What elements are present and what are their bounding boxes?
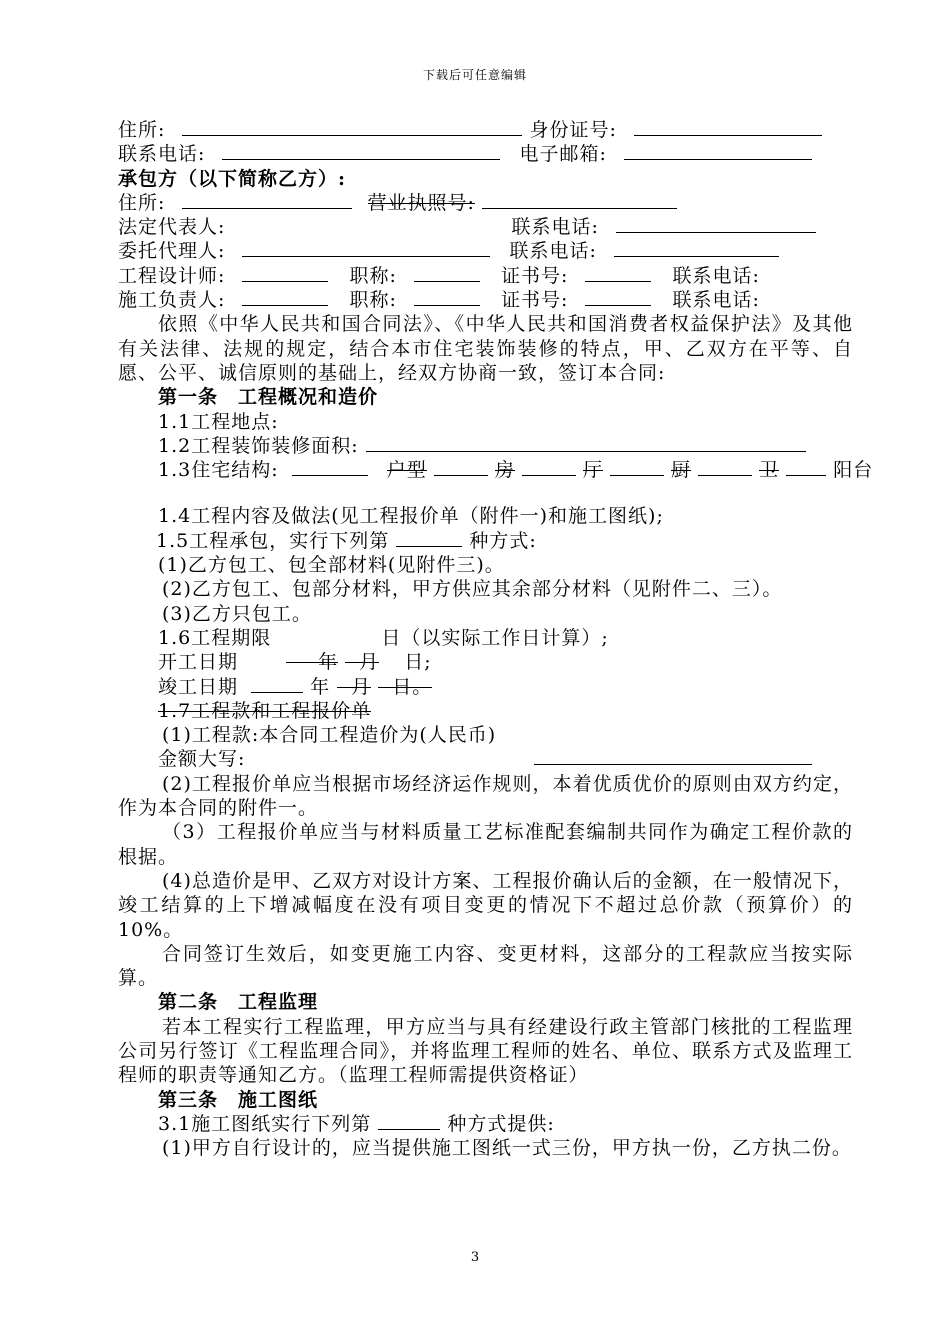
clause-1-3	[118, 458, 874, 482]
phone-label: 联系电话:	[672, 289, 760, 312]
price-line-3: （3）工程报价单应当与材料质量工艺标准配套编制共同作为确定工程价款的根据。	[118, 821, 853, 868]
page-header: 下载后可任意编辑	[422, 68, 527, 82]
address-field[interactable]	[182, 118, 522, 136]
address-field[interactable]	[182, 191, 352, 209]
address-label: 住所:	[118, 119, 166, 141]
month-label: 月	[345, 650, 379, 674]
day-label: 日;	[404, 651, 432, 674]
article-3-title: 第三条 施工图纸	[158, 1088, 319, 1111]
clause-1-1	[118, 410, 853, 434]
cert-field[interactable]	[585, 264, 651, 282]
option-2: (2)乙方包工、包部分材料，甲方供应其余部分材料（见附件二、三）。	[162, 578, 783, 601]
email-label: 电子邮箱:	[519, 143, 607, 166]
price-line-2: (2)工程报价单应当根据市场经济运作规则，本着优质优价的原则由双方约定，作为本合同的附件一。	[118, 772, 853, 820]
agent-row	[118, 239, 853, 263]
clause-1-6	[118, 626, 853, 650]
clause-3-1	[118, 1112, 853, 1136]
article-3-option-1: (1)甲方自行设计的，应当提供施工图纸一式三份，甲方执一份，乙方执二份。	[162, 1137, 852, 1160]
party-a-address-row	[118, 118, 853, 142]
title-label: 职称:	[349, 264, 397, 287]
balcony-label: 阳台	[833, 459, 874, 482]
clause-1-2	[118, 434, 853, 458]
cert-label: 证书号:	[501, 289, 569, 312]
party-b-heading: 承包方（以下简称乙方）:	[118, 167, 347, 190]
end-date-row	[118, 675, 853, 699]
structure-field[interactable]	[292, 458, 368, 476]
amount-row	[118, 747, 853, 771]
clause-1-2-label: 1.2工程装饰装修面积:	[158, 434, 359, 457]
phone-label: 联系电话:	[672, 264, 760, 287]
price-line-1: (1)工程款:本合同工程造价为(人民币)	[162, 724, 497, 747]
cert-field[interactable]	[585, 288, 651, 306]
id-label: 身份证号:	[529, 119, 617, 141]
clause-1-7-title: 1.7工程款和工程报价单	[158, 699, 372, 722]
amount-label: 金额大写:	[158, 748, 246, 771]
end-date-label: 竣工日期	[158, 675, 239, 698]
clause-1-6-pre: 1.6工程期限	[158, 626, 272, 649]
drawing-method-field[interactable]	[378, 1112, 440, 1130]
method-choice-field[interactable]	[396, 529, 462, 547]
id-field[interactable]	[634, 118, 822, 136]
phone-field[interactable]	[616, 215, 816, 233]
article-2-title: 第二条 工程监理	[158, 991, 319, 1014]
year-label: 年	[286, 650, 338, 674]
license-field[interactable]	[482, 191, 677, 209]
option-1: (1)乙方包工、包全部材料(见附件三)。	[158, 554, 505, 577]
phone-label: 联系电话:	[118, 143, 206, 166]
legal-rep-row	[118, 215, 853, 239]
clause-1-4: 1.4工程内容及做法(见工程报价单（附件一)和施工图纸);	[158, 505, 664, 528]
hall-label: 厅	[582, 459, 603, 482]
month-label: 月	[337, 675, 371, 699]
clause-1-6-post: 日（以实际工作日计算）;	[381, 626, 609, 649]
price-line-4: (4)总造价是甲、乙双方对设计方案、工程报价确认后的金额，在一般情况下，竣工结算的上下增减幅度在没有项目变更的情况下不超过总价款（预算价）的10%。	[118, 869, 853, 941]
address-label: 住所:	[118, 191, 166, 214]
structure-label: 1.3住宅结构:	[158, 459, 279, 482]
year-label: 年	[310, 675, 331, 698]
room-count-field[interactable]	[434, 458, 488, 476]
phone-label: 联系电话:	[509, 240, 597, 263]
clause-1-7	[118, 699, 853, 723]
construction-lead-row	[118, 288, 853, 312]
end-year-field[interactable]	[251, 681, 303, 693]
clause-1-5-post: 种方式:	[469, 529, 537, 552]
title-field[interactable]	[414, 264, 480, 282]
article-2-text: 若本工程实行工程监理，甲方应当与具有经建设行政主管部门核批的工程监理公司另行签订《工程监理合同》，并将监理工程师的姓名、单位、联系方式及监理工程师的职责等通知乙方。（监理工程师需提供资格证）	[118, 1015, 853, 1087]
party-b-address-row	[118, 191, 853, 215]
price-line-5: 合同签订生效后，如变更施工内容、变更材料，这部分的工程款应当按实际算。	[118, 942, 853, 990]
hall-count-field[interactable]	[522, 458, 576, 476]
agent-label: 委托代理人:	[118, 240, 226, 263]
title-label: 职称:	[349, 289, 397, 312]
clause-1-1-label: 1.1工程地点:	[158, 410, 279, 433]
designer-row	[118, 264, 853, 288]
page-number: 3	[470, 1250, 480, 1265]
room-label: 房	[494, 459, 515, 482]
bath-count-field[interactable]	[698, 458, 752, 476]
kitchen-count-field[interactable]	[610, 458, 664, 476]
construction-lead-field[interactable]	[242, 288, 328, 306]
bath-label: 卫	[759, 459, 780, 482]
amount-field[interactable]	[534, 747, 812, 765]
clause-1-5-pre: 1.5工程承包，实行下列第	[156, 529, 390, 552]
start-date-row	[118, 650, 853, 674]
legal-rep-label: 法定代表人:	[118, 216, 226, 239]
party-a-phone-row	[118, 142, 853, 166]
phone-label: 联系电话:	[511, 216, 599, 239]
designer-label: 工程设计师:	[118, 264, 226, 287]
agent-field[interactable]	[242, 239, 490, 257]
license-label: 营业执照号:	[367, 191, 475, 214]
phone-field[interactable]	[614, 239, 779, 257]
contract-body	[118, 118, 874, 1160]
type-label: 户型	[386, 459, 427, 482]
area-field[interactable]	[366, 434, 806, 452]
article-1-title: 第一条 工程概况和造价	[158, 386, 379, 409]
title-field[interactable]	[414, 288, 480, 306]
balcony-count-field[interactable]	[786, 458, 826, 476]
designer-field[interactable]	[242, 264, 328, 282]
clause-1-5	[118, 529, 853, 553]
cert-label: 证书号:	[501, 264, 569, 287]
email-field[interactable]	[624, 142, 812, 160]
construction-lead-label: 施工负责人:	[118, 289, 226, 312]
kitchen-label: 厨	[671, 459, 692, 482]
clause-3-1-pre: 3.1施工图纸实行下列第	[158, 1112, 372, 1135]
phone-field[interactable]	[222, 142, 500, 160]
start-date-label: 开工日期	[158, 651, 239, 674]
option-3: (3)乙方只包工。	[162, 602, 312, 625]
day-label: 日。	[378, 675, 432, 699]
preamble: 依照《中华人民共和国合同法》、《中华人民共和国消费者权益保护法》及其他有关法律、法规的规定，结合本市住宅装饰装修的特点，甲、乙双方在平等、自愿、公平、诚信原则的基础上，经双方协商一致，签订本合同:	[118, 313, 853, 384]
clause-3-1-post: 种方式提供:	[447, 1112, 555, 1135]
